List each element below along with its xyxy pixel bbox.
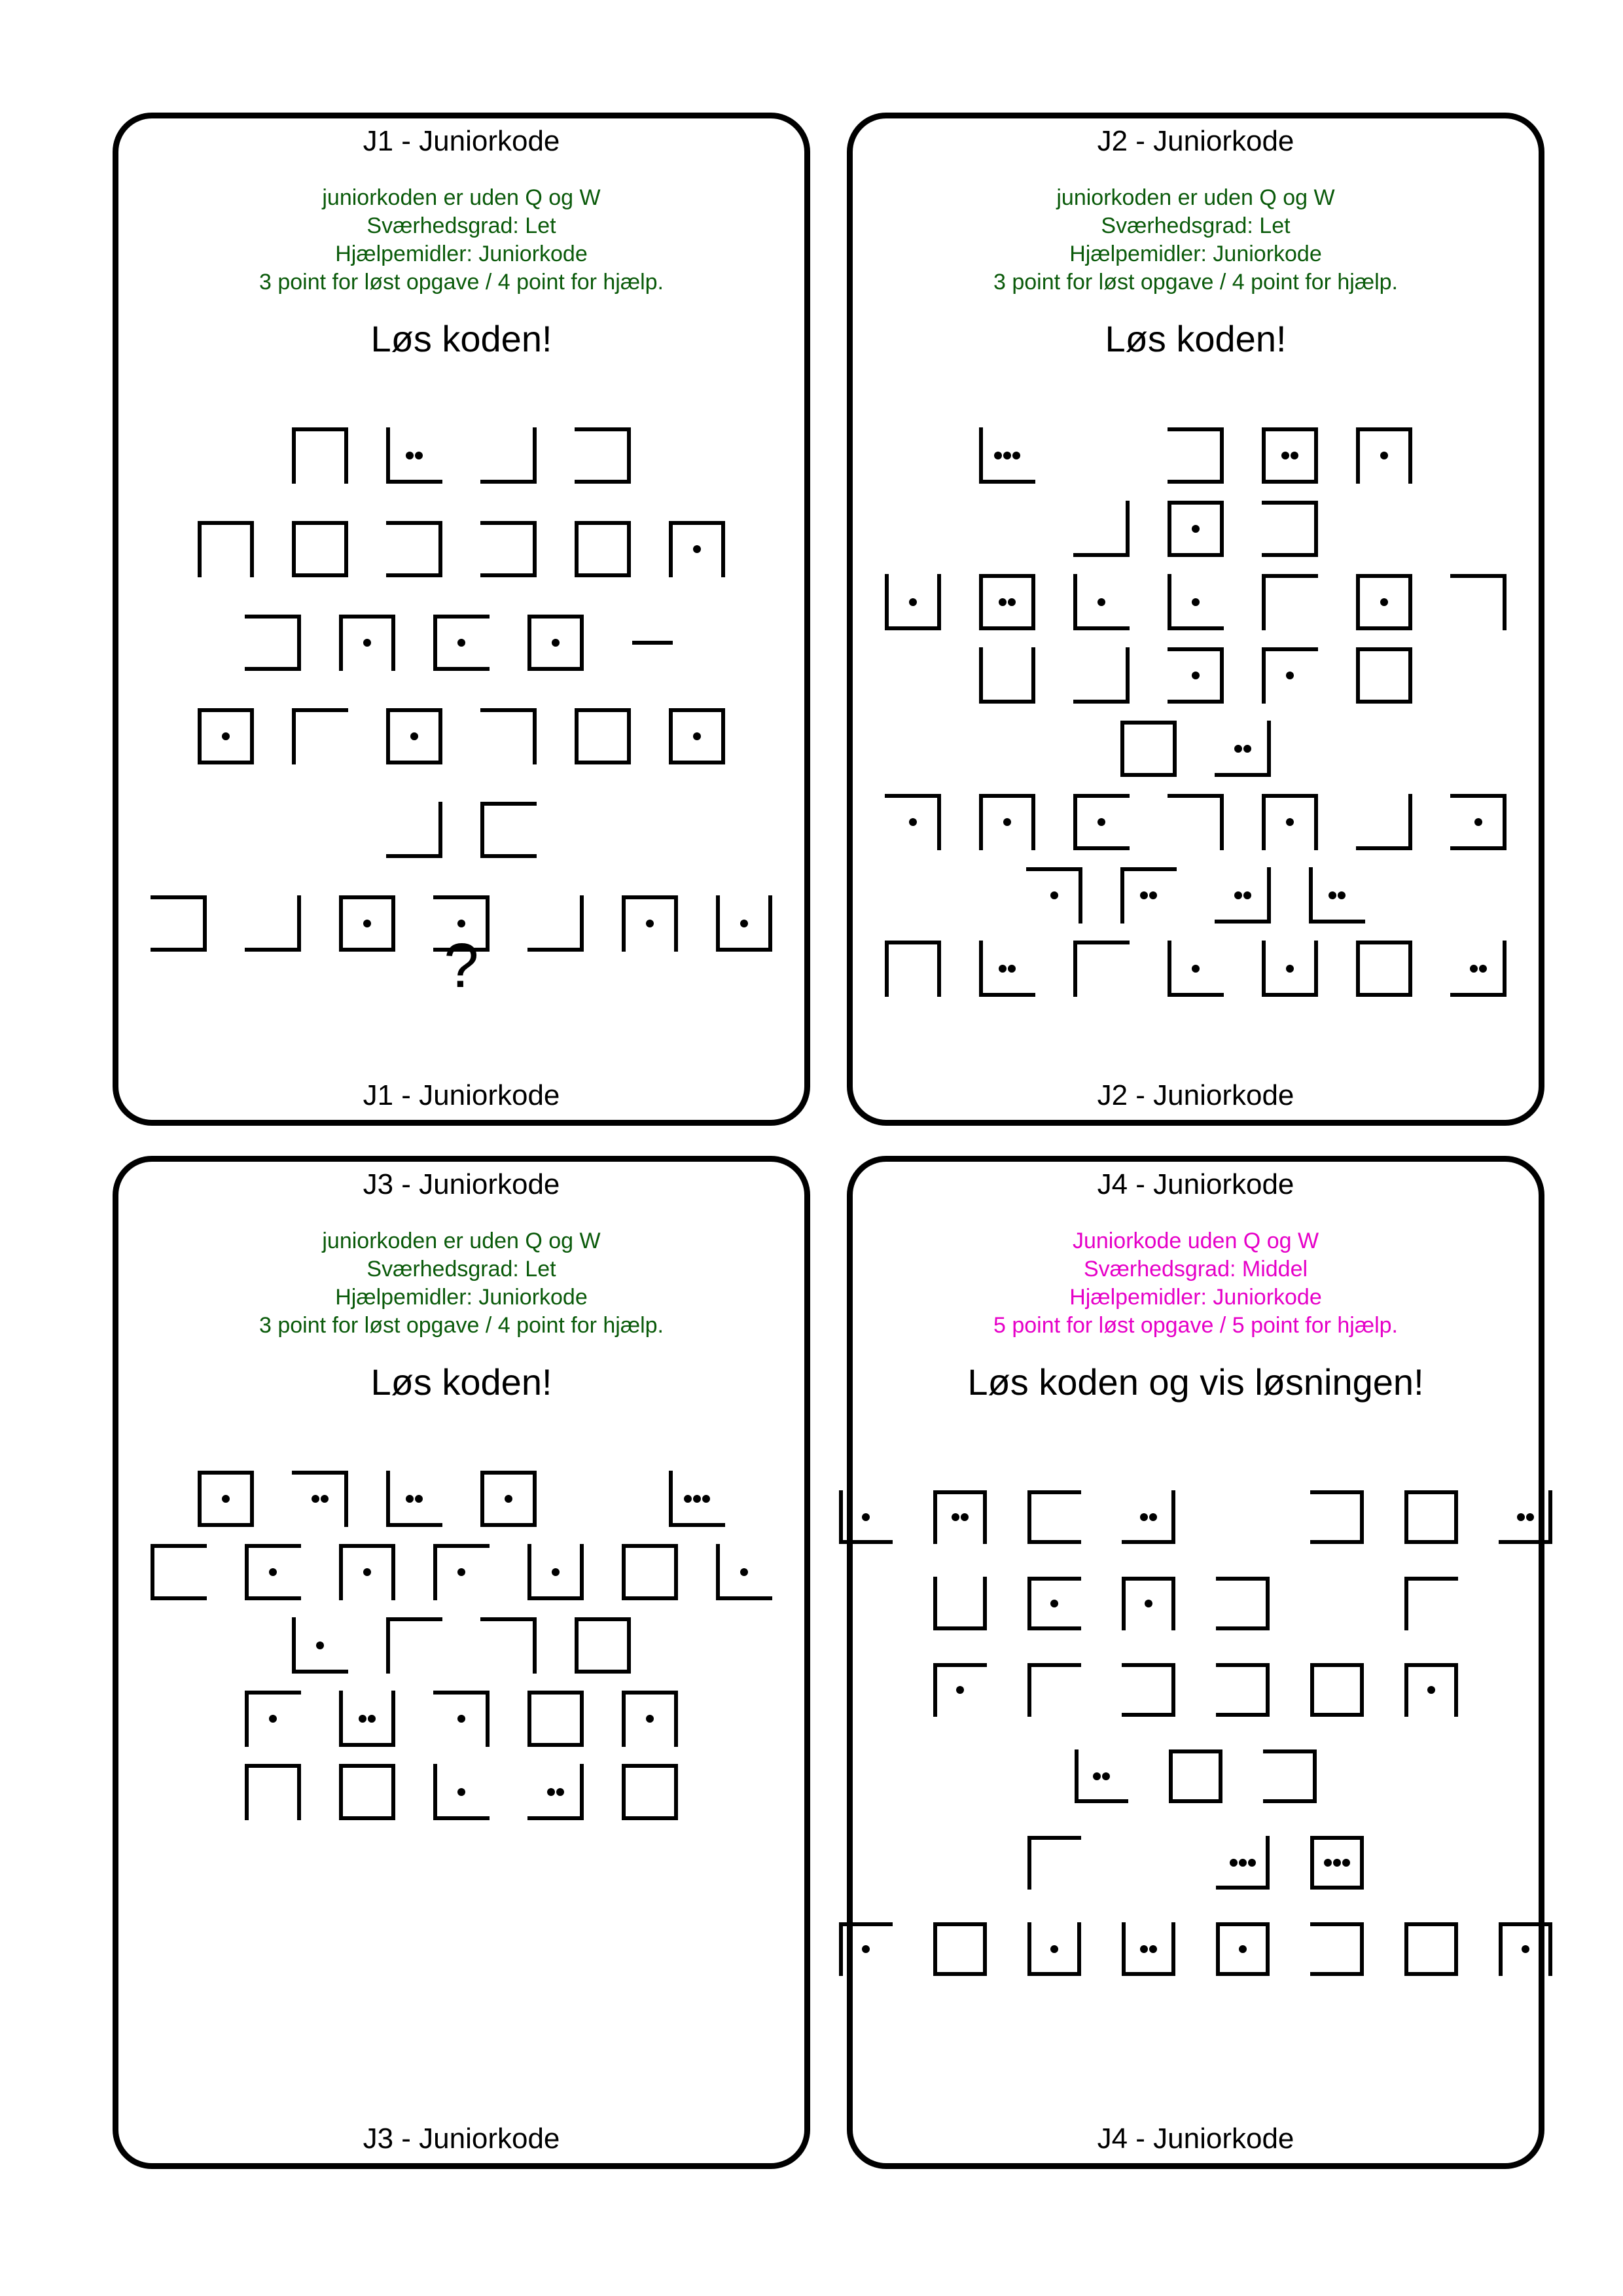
info-line: Sværhedsgrad: Middel xyxy=(1083,1257,1308,1282)
cipher-dot xyxy=(684,1495,692,1503)
cipher-symbol xyxy=(388,804,440,856)
info-line: Sværhedsgrad: Let xyxy=(366,1257,556,1282)
cipher-dot xyxy=(862,1945,870,1953)
cipher-dot xyxy=(702,1495,710,1503)
cipher-dot xyxy=(994,452,1002,459)
card-title-bottom: J1 - Juniorkode xyxy=(363,1079,560,1111)
cipher-symbol xyxy=(482,429,535,482)
cipher-dot xyxy=(1329,891,1336,899)
cipher-dot xyxy=(368,1715,376,1723)
cipher-grid xyxy=(118,1162,804,2078)
cipher-symbol xyxy=(841,1492,891,1542)
cipher-dot xyxy=(457,639,465,647)
info-line: Sværhedsgrad: Let xyxy=(366,213,556,238)
cipher-dot xyxy=(1380,598,1388,606)
cipher-dot xyxy=(1140,1945,1148,1953)
cipher-symbol xyxy=(671,1473,723,1525)
cipher-symbol xyxy=(1169,503,1222,555)
cipher-dot xyxy=(1427,1686,1435,1694)
cipher-dot xyxy=(999,598,1007,606)
cipher-dot xyxy=(1526,1513,1534,1521)
cipher-symbol xyxy=(1264,649,1316,702)
cipher-dot xyxy=(693,732,701,740)
cipher-dot xyxy=(415,1495,423,1503)
cipher-dot xyxy=(1474,818,1482,826)
cipher-symbol xyxy=(841,1924,891,1974)
cipher-symbol xyxy=(1358,429,1410,482)
cipher-symbol xyxy=(435,1546,488,1598)
cipher-symbol xyxy=(247,1693,299,1745)
cipher-symbol xyxy=(1124,1579,1173,1628)
cipher-symbol xyxy=(981,576,1033,628)
cipher-dot xyxy=(1324,1859,1332,1867)
cipher-grid xyxy=(853,1162,1539,2078)
cipher-dot xyxy=(1239,1859,1247,1867)
cipher-symbol xyxy=(1217,869,1269,922)
cipher-symbol xyxy=(482,1619,535,1672)
cipher-symbol xyxy=(482,523,535,575)
cipher-dot xyxy=(505,1495,512,1503)
card-heading: Løs koden! xyxy=(370,1361,552,1403)
cipher-dot xyxy=(999,965,1007,973)
cipher-dot xyxy=(222,1495,230,1503)
cipher-dot xyxy=(1097,818,1105,826)
cipher-dot xyxy=(1145,1600,1152,1607)
cipher-symbol xyxy=(577,523,629,575)
info-line: 3 point for løst opgave / 4 point for hjælp. xyxy=(259,270,664,295)
cipher-dot xyxy=(363,639,371,647)
cipher-symbol xyxy=(435,1693,488,1745)
card-heading: Løs koden! xyxy=(1105,318,1287,359)
cipher-symbol xyxy=(247,1766,299,1818)
info-line: juniorkoden er uden Q og W xyxy=(322,1229,601,1253)
cipher-symbol xyxy=(577,710,629,762)
cipher-dot xyxy=(1149,1945,1157,1953)
cipher-symbol xyxy=(388,429,440,482)
cipher-symbol xyxy=(435,617,488,669)
cipher-dot xyxy=(1149,1513,1157,1521)
cipher-dot xyxy=(1192,525,1200,533)
cipher-symbol xyxy=(1029,1838,1079,1888)
cipher-symbol xyxy=(1264,576,1316,628)
cipher-symbol xyxy=(1264,942,1316,995)
cipher-dot xyxy=(552,1568,560,1576)
cipher-dot xyxy=(740,1568,748,1576)
cipher-dot xyxy=(1050,891,1058,899)
cipher-symbol xyxy=(1218,1665,1268,1715)
cipher-symbol xyxy=(294,429,346,482)
info-line: juniorkoden er uden Q og W xyxy=(1056,185,1335,210)
cipher-symbol xyxy=(529,1766,582,1818)
cipher-dot xyxy=(1243,891,1251,899)
cipher-dot xyxy=(1008,598,1016,606)
cipher-symbol xyxy=(1029,1492,1079,1542)
cipher-symbol xyxy=(529,1693,582,1745)
cipher-symbol xyxy=(1169,796,1222,848)
info-line: Hjælpemidler: Juniorkode xyxy=(335,242,588,266)
cipher-symbol xyxy=(1312,1924,1362,1974)
cipher-dot xyxy=(646,920,654,927)
cipher-symbol xyxy=(341,617,393,669)
cipher-symbol xyxy=(1358,576,1410,628)
cipher-grid xyxy=(118,118,804,1035)
info-line: Sværhedsgrad: Let xyxy=(1101,213,1291,238)
cipher-symbol xyxy=(1358,649,1410,702)
card-title-bottom: J3 - Juniorkode xyxy=(363,2123,560,2155)
card-title-bottom: J4 - Juniorkode xyxy=(1097,2123,1294,2155)
cipher-dot xyxy=(862,1513,870,1521)
cipher-symbol xyxy=(294,1619,346,1672)
cipher-dot xyxy=(321,1495,329,1503)
cipher-dot xyxy=(359,1715,366,1723)
cipher-symbol xyxy=(1452,576,1505,628)
cipher-dot xyxy=(269,1715,277,1723)
cipher-dot xyxy=(316,1641,324,1649)
cipher-symbol xyxy=(294,1473,346,1525)
cipher-dot xyxy=(1479,965,1487,973)
cipher-symbol xyxy=(1217,723,1269,775)
info-line: Hjælpemidler: Juniorkode xyxy=(335,1285,588,1310)
cipher-symbol xyxy=(935,1665,985,1715)
cipher-dot xyxy=(363,920,371,927)
cipher-symbol xyxy=(1122,869,1175,922)
cipher-dot xyxy=(961,1513,969,1521)
info-line: Hjælpemidler: Juniorkode xyxy=(1069,1285,1322,1310)
cipher-symbol xyxy=(577,1619,629,1672)
cipher-symbol xyxy=(1075,796,1128,848)
cipher-symbol xyxy=(1312,1665,1362,1715)
cipher-dot xyxy=(1281,452,1289,459)
cipher-dot xyxy=(1286,818,1294,826)
cipher-dot xyxy=(1008,965,1016,973)
cipher-symbol xyxy=(1312,1838,1362,1888)
cipher-dot xyxy=(1234,891,1242,899)
cipher-symbol xyxy=(887,796,939,848)
cipher-dot xyxy=(1012,452,1020,459)
cipher-dot xyxy=(1097,598,1105,606)
cipher-symbol xyxy=(1075,576,1128,628)
cipher-symbol xyxy=(1264,796,1316,848)
cipher-dot xyxy=(269,1568,277,1576)
cipher-dot xyxy=(1234,745,1242,753)
cipher-symbol xyxy=(200,1473,252,1525)
cipher-symbol xyxy=(341,1766,393,1818)
cipher-dot xyxy=(952,1513,959,1521)
cipher-symbol xyxy=(294,523,346,575)
card-title-top: J2 - Juniorkode xyxy=(1097,125,1294,157)
cipher-symbol xyxy=(935,1924,985,1974)
cipher-dot xyxy=(1338,891,1346,899)
info-line: Juniorkode uden Q og W xyxy=(1072,1229,1319,1253)
cipher-symbol xyxy=(1312,1492,1362,1542)
cipher-dot xyxy=(1149,891,1157,899)
cipher-symbol xyxy=(1029,1579,1079,1628)
cipher-symbol xyxy=(577,429,629,482)
cipher-dot xyxy=(956,1686,964,1694)
cipher-symbol xyxy=(1406,1579,1456,1628)
cipher-dot xyxy=(1470,965,1478,973)
cipher-symbol xyxy=(388,1473,440,1525)
cipher-dot xyxy=(1286,965,1294,973)
cipher-dot xyxy=(406,452,414,459)
cipher-symbol xyxy=(1406,1924,1456,1974)
cipher-dot xyxy=(1192,672,1200,679)
cipher-symbol xyxy=(1218,1924,1268,1974)
card-j3 xyxy=(113,1156,810,2169)
card-heading: Løs koden og vis løsningen! xyxy=(967,1361,1424,1403)
cipher-dot xyxy=(1342,1859,1350,1867)
cipher-symbol xyxy=(1501,1924,1550,1974)
cipher-symbol xyxy=(1122,723,1175,775)
cipher-symbol xyxy=(1169,576,1222,628)
question-mark: ? xyxy=(444,931,479,1001)
cipher-symbol xyxy=(935,1492,985,1542)
cipher-symbol xyxy=(200,710,252,762)
cipher-symbol xyxy=(1169,429,1222,482)
cipher-symbol xyxy=(435,1766,488,1818)
cipher-dot xyxy=(1050,1945,1058,1953)
info-line: 3 point for løst opgave / 4 point for hjælp. xyxy=(993,270,1398,295)
info-line: 5 point for løst opgave / 5 point for hjælp. xyxy=(993,1313,1398,1338)
cipher-symbol xyxy=(1264,429,1316,482)
cipher-symbol xyxy=(1358,942,1410,995)
cipher-dot xyxy=(1230,1859,1238,1867)
cipher-symbol xyxy=(482,710,535,762)
info-line: juniorkoden er uden Q og W xyxy=(322,185,601,210)
cipher-dot xyxy=(312,1495,319,1503)
card-j4 xyxy=(847,1156,1544,2169)
cipher-symbol xyxy=(1218,1838,1268,1888)
cipher-symbol xyxy=(981,649,1033,702)
cipher-symbol xyxy=(388,710,440,762)
info-line: 3 point for løst opgave / 4 point for hjælp. xyxy=(259,1313,664,1338)
card-j1 xyxy=(113,113,810,1126)
cipher-dot xyxy=(646,1715,654,1723)
cipher-symbol xyxy=(247,1546,299,1598)
cipher-symbol xyxy=(671,523,723,575)
cipher-dot xyxy=(740,920,748,927)
cipher-dot xyxy=(1050,1600,1058,1607)
cipher-dot xyxy=(457,1568,465,1576)
cipher-symbol xyxy=(341,1693,393,1745)
cipher-symbol xyxy=(200,523,252,575)
cipher-symbol xyxy=(624,1766,676,1818)
cipher-dot xyxy=(693,1495,701,1503)
cipher-dot xyxy=(909,818,917,826)
cipher-dot xyxy=(1003,818,1011,826)
cipher-symbol xyxy=(482,804,535,856)
cipher-symbol xyxy=(294,710,346,762)
cipher-symbol xyxy=(1029,1665,1079,1715)
cipher-symbol xyxy=(1311,869,1363,922)
cipher-symbol xyxy=(529,1546,582,1598)
cipher-dot xyxy=(909,598,917,606)
cipher-symbol xyxy=(1029,1924,1079,1974)
cipher-dot xyxy=(1192,598,1200,606)
cipher-dot xyxy=(363,1568,371,1576)
cipher-symbol xyxy=(1075,503,1128,555)
cipher-dot xyxy=(1140,1513,1148,1521)
cipher-symbol xyxy=(1075,942,1128,995)
cipher-symbol xyxy=(981,429,1033,482)
cipher-dot xyxy=(1140,891,1148,899)
cipher-dot xyxy=(406,1495,414,1503)
cipher-dot xyxy=(222,732,230,740)
cipher-symbol xyxy=(1358,796,1410,848)
cipher-symbol xyxy=(1264,503,1316,555)
cipher-symbol xyxy=(887,576,939,628)
cipher-symbol xyxy=(388,523,440,575)
cipher-symbol xyxy=(1452,796,1505,848)
cipher-symbol xyxy=(624,1546,676,1598)
cipher-symbol xyxy=(1171,1751,1221,1801)
cipher-dot xyxy=(1239,1945,1247,1953)
cipher-symbol xyxy=(671,710,723,762)
cipher-grid xyxy=(853,118,1539,1035)
cipher-dot xyxy=(1517,1513,1525,1521)
card-title-top: J3 - Juniorkode xyxy=(363,1168,560,1200)
cipher-dot xyxy=(1243,745,1251,753)
cipher-symbol xyxy=(388,1619,440,1672)
cipher-dot xyxy=(1003,452,1011,459)
cipher-dot xyxy=(457,920,465,927)
cipher-symbol xyxy=(935,1579,985,1628)
info-line: Hjælpemidler: Juniorkode xyxy=(1069,242,1322,266)
cipher-symbol xyxy=(1124,1492,1173,1542)
cipher-symbol xyxy=(1124,1665,1173,1715)
cipher-symbol xyxy=(1124,1924,1173,1974)
cipher-dot xyxy=(415,452,423,459)
cipher-symbol xyxy=(1169,942,1222,995)
cipher-symbol xyxy=(1406,1492,1456,1542)
card-heading: Løs koden! xyxy=(370,318,552,359)
cipher-dot xyxy=(1291,452,1298,459)
cipher-symbol xyxy=(1406,1665,1456,1715)
cipher-dot xyxy=(1248,1859,1256,1867)
cipher-symbol xyxy=(152,1546,205,1598)
cipher-dot xyxy=(1286,672,1294,679)
cipher-dot xyxy=(693,545,701,553)
cipher-symbol xyxy=(1169,649,1222,702)
cipher-symbol xyxy=(341,1546,393,1598)
cipher-symbol xyxy=(1075,649,1128,702)
cipher-symbol xyxy=(624,1693,676,1745)
cipher-symbol xyxy=(247,617,299,669)
cipher-symbol xyxy=(1452,942,1505,995)
cipher-dot xyxy=(1522,1945,1529,1953)
cipher-symbol xyxy=(981,942,1033,995)
cipher-symbol xyxy=(1265,1751,1315,1801)
cipher-dot xyxy=(556,1788,564,1796)
cipher-dot xyxy=(1093,1772,1101,1780)
cipher-dot xyxy=(1192,965,1200,973)
cipher-symbol xyxy=(529,617,582,669)
cipher-symbol xyxy=(1028,869,1080,922)
cipher-symbol xyxy=(482,1473,535,1525)
cipher-dot xyxy=(457,1715,465,1723)
card-title-top: J4 - Juniorkode xyxy=(1097,1168,1294,1200)
cipher-dot xyxy=(410,732,418,740)
cipher-symbol xyxy=(1501,1492,1550,1542)
cipher-symbol xyxy=(1218,1579,1268,1628)
cipher-symbol xyxy=(887,942,939,995)
cipher-dot xyxy=(457,1788,465,1796)
card-title-bottom: J2 - Juniorkode xyxy=(1097,1079,1294,1111)
cipher-dot xyxy=(1380,452,1388,459)
cipher-dot xyxy=(547,1788,555,1796)
cipher-symbol xyxy=(718,1546,770,1598)
cipher-symbol xyxy=(1077,1751,1126,1801)
cipher-dot xyxy=(1333,1859,1341,1867)
cipher-symbol xyxy=(981,796,1033,848)
cipher-dot xyxy=(1102,1772,1110,1780)
cipher-dot xyxy=(552,639,560,647)
card-title-top: J1 - Juniorkode xyxy=(363,125,560,157)
card-j2 xyxy=(847,113,1544,1126)
